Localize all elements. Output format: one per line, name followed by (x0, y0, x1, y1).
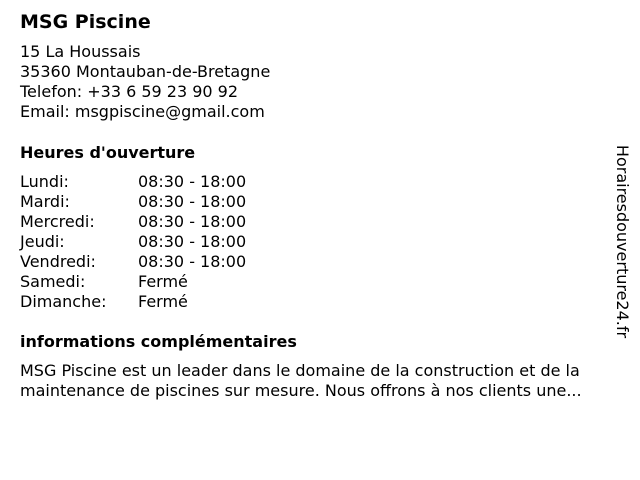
hours-row-wednesday (20, 212, 620, 232)
time-value: Fermé (138, 272, 188, 291)
time-value: 08:30 - 18:00 (138, 192, 247, 211)
info-description: MSG Piscine est un leader dans le domaine de la construction et de la maintenance de piscines sur mesure. Nous offrons à nos clients une... (20, 361, 582, 400)
day-label: Mercredi: (20, 212, 95, 231)
hours-row-friday (20, 252, 620, 272)
hours-heading: Heures d'ouverture (20, 143, 196, 162)
time-value: Fermé (138, 292, 188, 311)
hours-table (20, 172, 620, 312)
day-label: Jeudi: (20, 232, 65, 251)
hours-row-sunday (20, 292, 620, 312)
time-value: 08:30 - 18:00 (138, 232, 247, 251)
hours-row-monday (20, 172, 620, 192)
email-line: Email: msgpiscine@gmail.com (20, 102, 265, 121)
business-name: MSG Piscine (20, 11, 151, 33)
hours-row-tuesday (20, 192, 620, 212)
watermark (610, 134, 636, 349)
day-label: Lundi: (20, 172, 69, 191)
hours-row-saturday (20, 272, 620, 292)
address-city: 35360 Montauban-de-Bretagne (20, 62, 271, 81)
business-card (20, 10, 620, 401)
time-value: 08:30 - 18:00 (138, 212, 247, 231)
time-value: 08:30 - 18:00 (138, 172, 247, 191)
time-value: 08:30 - 18:00 (138, 252, 247, 271)
day-label: Samedi: (20, 272, 86, 291)
info-heading: informations complémentaires (20, 332, 297, 351)
watermark-text: Horairesdouverture24.fr (613, 144, 633, 339)
hours-row-thursday (20, 232, 620, 252)
phone-line: Telefon: +33 6 59 23 90 92 (20, 82, 239, 101)
address-street: 15 La Houssais (20, 42, 141, 61)
day-label: Mardi: (20, 192, 70, 211)
day-label: Vendredi: (20, 252, 96, 271)
day-label: Dimanche: (20, 292, 107, 311)
